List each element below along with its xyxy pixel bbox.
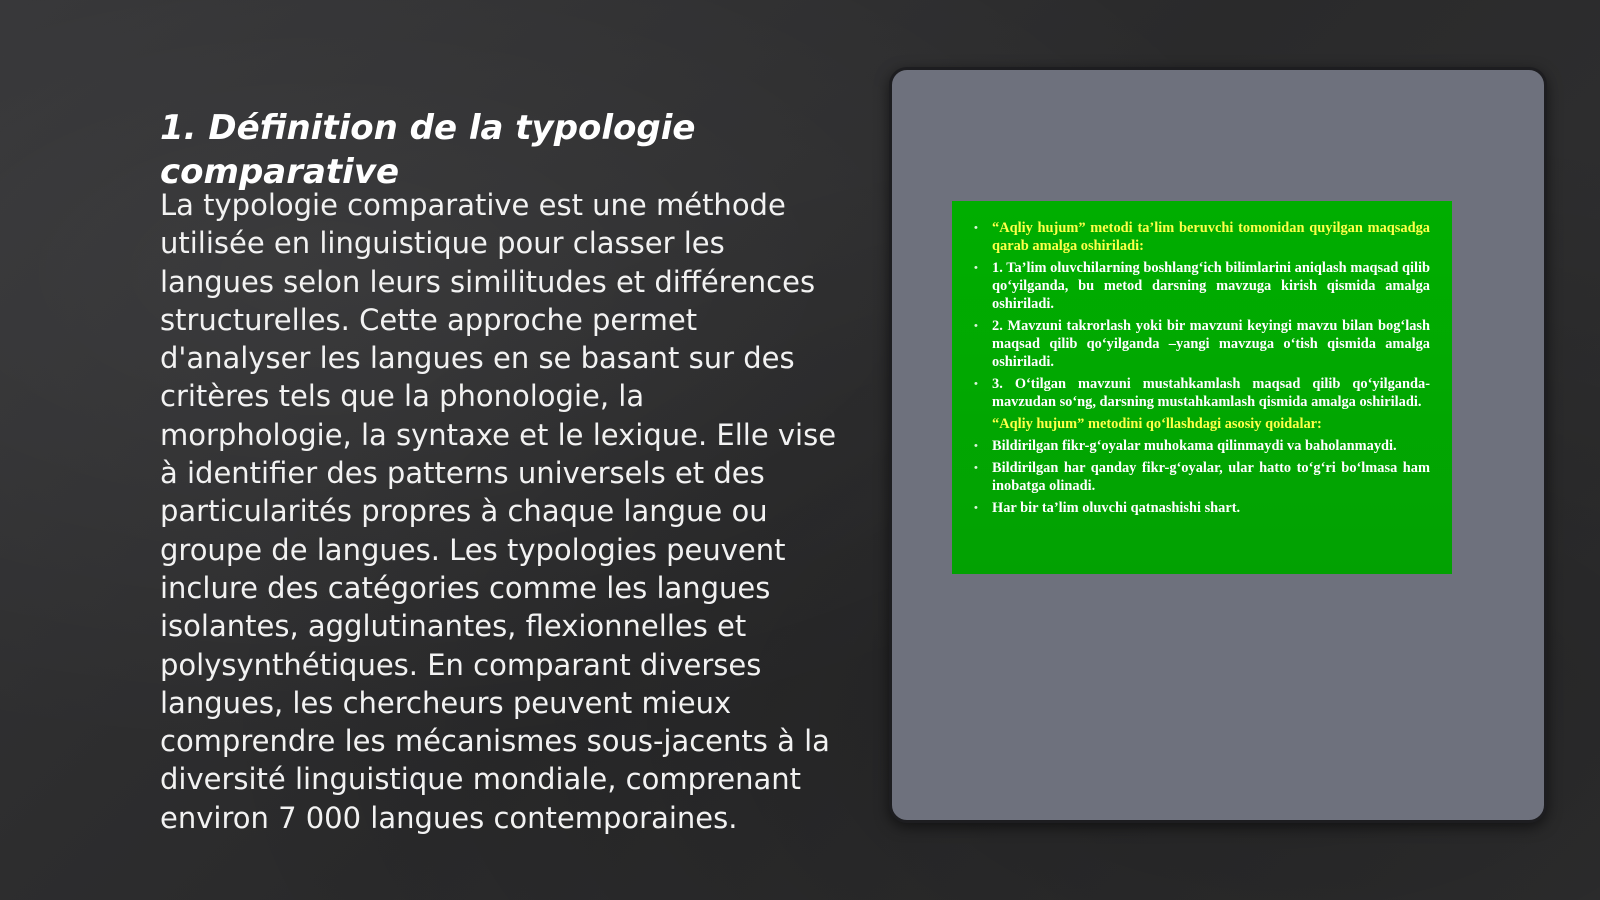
slide-body-text: La typologie comparative est une méthode utilisée en linguistique pour classer les langues selon leurs similitudes et différences structurelles. Cette approche permet d'analyser les langues en se basant sur des critères tels que la phonologie, la morphologie, la syntaxe et le lexique. Elle vise à identifier des patterns universels et des particularités propres à chaque langue ou groupe de langues. Les typologies peuvent inclure des catégories comme les langues isolantes, agglutinantes, flexionnelles et polysynthétiques. En comparant diverses langues, les chercheurs peuvent mieux comprendre les mécanismes sous-jacents à la diversité linguistique mondiale, comprenant environ 7 000 langues contemporaines.: [160, 188, 837, 835]
list-item: • Bildirilgan fikr-g‘oyalar muhokama qilinmaydi va baholanmaydi.: [970, 437, 1430, 455]
slide-title: 1. Définition de la typologie comparative: [160, 108, 696, 192]
list-item: • 3. O‘tilgan mavzuni mustahkamlash maqsad qilib qo‘yilganda-mavzudan so‘ng, darsning mustahkamlash qismida amalga oshiriladi.: [970, 375, 1430, 411]
list-item: • 1. Ta’lim oluvchilarning boshlang‘ich bilimlarini aniqlash maqsad qilib qo‘yilganda, bu metod darsning mavzuga kirish qismida amalga oshiriladi.: [970, 259, 1430, 313]
image-panel: [889, 67, 1547, 823]
list-item: • “Aqliy hujum” metodi ta’lim beruvchi tomonidan quyilgan maqsadga qarab amalga oshiriladi:: [970, 219, 1430, 255]
embedded-slide-list: [970, 219, 1430, 517]
list-item: • Har bir ta’lim oluvchi qatnashishi shart.: [970, 499, 1430, 517]
list-item: • 2. Mavzuni takrorlash yoki bir mavzuni keyingi mavzu bilan bog‘lash maqsad qilib qo‘yilganda –yangi mavzuga o‘tish qismida amalga oshiriladi.: [970, 317, 1430, 371]
embedded-slide-image: [952, 201, 1452, 574]
list-subheading: “Aqliy hujum” metodini qo‘llashdagi asosiy qoidalar:: [992, 416, 1322, 432]
list-item: • Bildirilgan har qanday fikr-g‘oyalar, ular hatto to‘g‘ri bo‘lmasa ham inobatga olinadi.: [970, 459, 1430, 495]
